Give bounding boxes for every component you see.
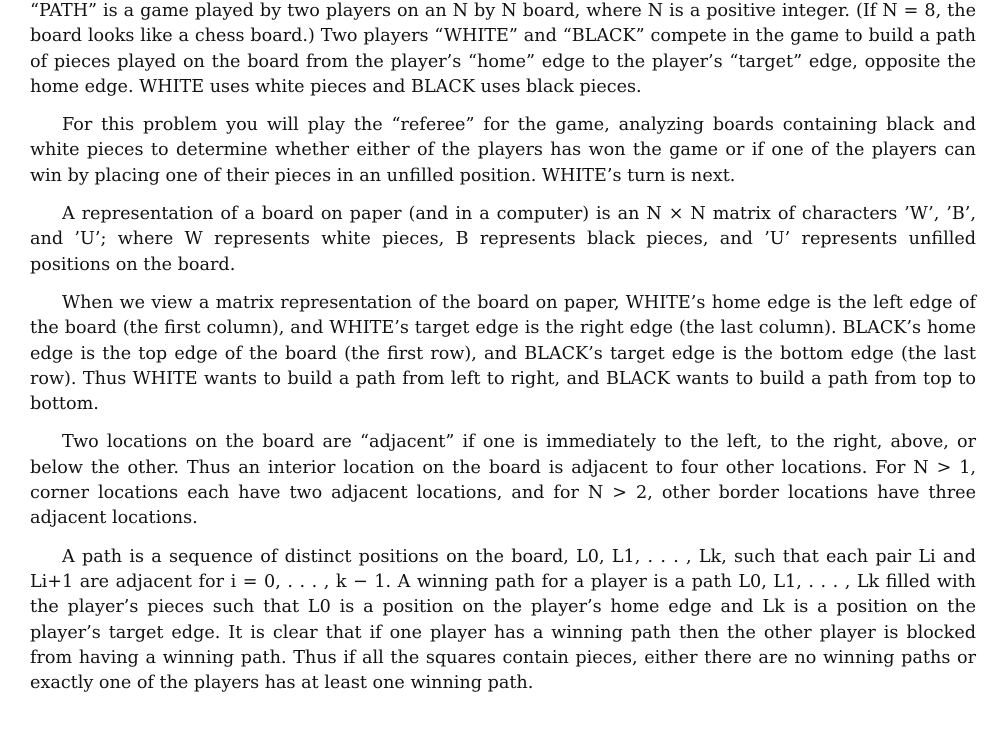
para-text: Two locations on the board are “adjacent” if one is immediately to the left, to the right, above, or below the other. Thus an interior location on the board is adjacent to four other locations. For N > 1, corner locations each have two adjacent locations, and for N > 2, other border locations have three adjacent locations. bbox=[30, 432, 976, 529]
paragraph-referee bbox=[30, 113, 976, 189]
para-text: For this problem you will play the “referee” for the game, analyzing boards containing black and white pieces to determine whether either of the players has won the game or if one of the players can win by placing one of their pieces in an unfilled position. WHITE’s turn is next. bbox=[30, 115, 976, 186]
document-body bbox=[30, 0, 976, 709]
paragraph-intro bbox=[30, 0, 976, 100]
paragraph-path bbox=[30, 545, 976, 697]
para-text: A path is a sequence of distinct positions on the board, L0, L1, . . . , Lk, such that each pair Li and Li+1 are adjacent for i = 0, . . . , k − 1. A winning path for a player is a path L0, L1, . . . , Lk filled with the player’s pieces such that L0 is a position on the player’s home edge and Lk is a position on the player’s target edge. It is clear that if one player has a winning path then the other player is blocked from having a winning path. Thus if all the squares contain pieces, either there are no winning paths or exactly one of the players has at least one winning path. bbox=[30, 546, 976, 694]
para-text: A representation of a board on paper (and in a computer) is an N × N matrix of characters ’W’, ’B’, and ’U’; where W represents white pieces, B represents black pieces, and ’U’ represents unfilled positions on the board. bbox=[30, 204, 976, 275]
paragraph-adjacent bbox=[30, 430, 976, 531]
paragraph-representation bbox=[30, 202, 976, 278]
para-text: “PATH” is a game played by two players on an N by N board, where N is a positive integer. (If N = 8, the board looks like a chess board.) Two players “WHITE” and “BLACK” compete in the game to build a path of pieces played on the board from the player’s “home” edge to the player’s “target” edge, opposite the home edge. WHITE uses white pieces and BLACK uses black pieces. bbox=[30, 1, 976, 97]
paragraph-edges bbox=[30, 291, 976, 417]
para-text: When we view a matrix representation of the board on paper, WHITE’s home edge is the left edge of the board (the first column), and WHITE’s target edge is the right edge (the last column). BLACK’s home edge is the top edge of the board (the first row), and BLACK’s target edge is the bottom edge (the last row). Thus WHITE wants to build a path from left to right, and BLACK wants to build a path from top to bottom. bbox=[30, 292, 976, 415]
